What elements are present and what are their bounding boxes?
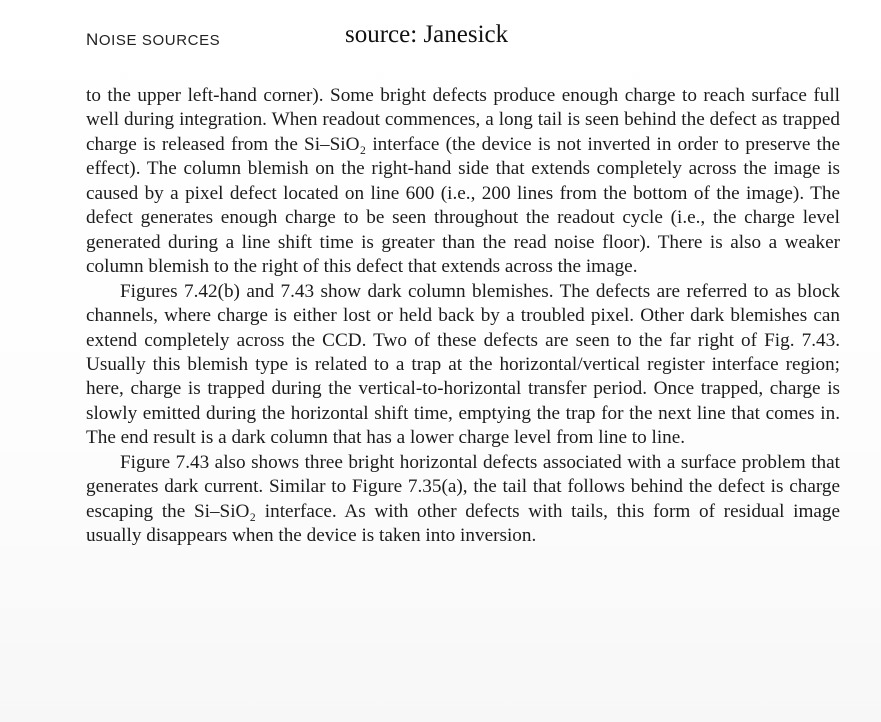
source-annotation: source: Janesick bbox=[345, 21, 509, 48]
paragraph-bright-horizontal-defects: Figure 7.43 also shows three bright horizontal defects associated with a surface problem that generates dark current. Similar to Figure 7.35(a), the tail that follows behind the defect is charge escaping the Si–SiO₂ interface. As with other defects with tails, this form of residual image usually disappears when the device is taken into inversion. bbox=[86, 451, 840, 547]
running-header-capital: N bbox=[86, 30, 99, 49]
paragraph-continued: to the upper left-hand corner). Some bright defects produce enough charge to reach surface full well during integration. When readout commences, a long tail is seen behind the defect as trapped charge is released from the Si–SiO₂ interface (the device is not inverted in order to preserve the effect). The column blemish on the right-hand side that extends completely across the image is caused by a pixel defect located on line 600 (i.e., 200 lines from the bottom of the image). The defect generates enough charge to be seen throughout the readout cycle (i.e., the charge level generated during a line shift time is greater than the read noise floor). There is also a weaker column blemish to the right of this defect that extends across the image. bbox=[86, 85, 840, 278]
running-header-rest: OISE SOURCES bbox=[98, 32, 221, 49]
body-text bbox=[86, 84, 840, 549]
paragraph-dark-column-blemishes: Figures 7.42(b) and 7.43 show dark column blemishes. The defects are referred to as block channels, where charge is either lost or held back by a troubled pixel. Other dark blemishes can extend completely across the CCD. Two of these defects are seen to the far right of Fig. 7.43. Usually this blemish type is related to a trap at the horizontal/vertical register interface region; here, charge is trapped during the vertical-to-horizontal transfer period. Once trapped, charge is slowly emitted during the horizontal shift time, emptying the trap for the next line that comes in. The end result is a dark column that has a lower charge level from line to line. bbox=[86, 280, 840, 449]
running-header bbox=[86, 30, 220, 50]
